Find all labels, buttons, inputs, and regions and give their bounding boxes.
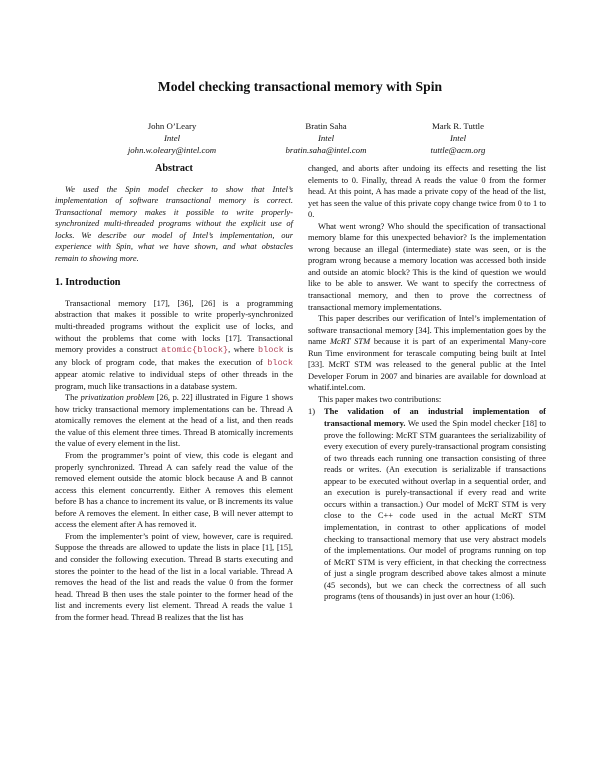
- abstract-heading: Abstract: [155, 163, 193, 174]
- contribution-list-item-1: [308, 406, 546, 602]
- author-affiliation: Intel: [163, 132, 181, 143]
- section-heading-introduction: 1. Introduction: [55, 277, 121, 289]
- author-3: [398, 121, 518, 157]
- right-paragraph-3: [308, 313, 546, 394]
- author-email: john.w.oleary@intel.com: [127, 144, 217, 155]
- text-run: appear atomic relative to individual steps of other threads in the program, much like transactions in a database system.: [55, 369, 293, 391]
- intro-paragraph-1: [55, 298, 293, 392]
- text-run: is any block of program code, that makes the execution of: [55, 344, 293, 367]
- code-atomic-block: atomic{block}: [161, 345, 229, 356]
- author-affiliation: Intel: [317, 132, 335, 143]
- list-number: 1): [308, 406, 316, 417]
- abstract-text: We used the Spin model checker to show that Intel’s implementation of software transactional memory is correct. Transactional memory makes it possible to write properly-synchronized multi-threaded programs without the explicit use of locks. We describe our model of Intel’s implementation, our experience with Spin, what we have shown, and what obstacles remain to showing more.: [55, 183, 293, 263]
- contribution-lead: The validation of an industrial implementation of transactional memory.: [324, 406, 546, 429]
- code-block: block: [257, 345, 284, 356]
- author-name: Mark R. Tuttle: [431, 121, 485, 131]
- right-paragraph-4: This paper makes two contributions:: [318, 393, 442, 404]
- author-affiliation: Intel: [449, 132, 467, 143]
- author-email: tuttle@acm.org: [430, 144, 486, 155]
- right-column: [308, 163, 546, 603]
- intro-paragraph-4: From the implementer’s point of view, however, care is required. Suppose the threads are allowed to update the lists in place [1], [15], and consider the following execution. Thread B starts executing and stores the pointer to the head of the list in a local variable. Thread A removes the head of the list and reads the value 0 from the former head. Thread B then uses the stale pointer to the former head of the list and increments every list element. Thread A reads the value 1 from the former head. Thread B realizes that the list has: [55, 530, 293, 622]
- text-run: , where: [228, 344, 258, 355]
- paper-title: Model checking transactional memory with Spin: [157, 79, 443, 94]
- intro-paragraph-2: [55, 392, 293, 450]
- emphasis-mcrt-stm: McRT STM: [329, 336, 371, 347]
- contribution-body: We used the Spin model checker [18] to prove the following: McRT STM guarantees the serializability of every execution of every purely-transactional program consisting of two threads each running one transaction consisting of three reads or writes. (An execution is serializable if transactions appear to be executed without overlap in a sequential order, and an execution is purely-transactional if every read and write occurs within a transaction.) Our model of McRT STM is very close to the C++ code used in the actual McRT STM implementation, in contrast to other applications of model checking to transactional memory that use very abstract models of the implementations. Our model of programs running on top of McRT STM is very efficient, in that checking the correctness of just a single program described above takes almost a minute (45 seconds), but we can check the correctness of all such programs (tens of thousands) in just over an hour (1:06).: [324, 418, 546, 602]
- code-block: block: [267, 357, 293, 368]
- right-paragraph-2: What went wrong? Who should the specification of transactional memory blame for this unexpected behavior? Is the implementation wrong because an illegal (intermediate) state was seen, or is the program wrong because a memory location was accessed both inside and outside an atomic block? This is the kind of question we would like to be able to answer. We want to specify the correctness of transactional memory, and then to prove the correctness of transactional memory implementations.: [308, 220, 546, 312]
- author-name: John O’Leary: [147, 121, 197, 131]
- intro-paragraph-3: From the programmer’s point of view, this code is elegant and properly synchronized. Thread A can safely read the value of the removed element outside the atomic block because A and B cannot access this element concurrently. Either A removes this element before B has a chance to increment its value, or B increments its value before A removes the element. In either case, B will never attempt to access the element after A has removed it.: [55, 450, 293, 530]
- text-run: This paper describes our verification of Intel’s implementation of software transactional memory [34]. This implementation goes by the name: [308, 313, 546, 347]
- author-name: Bratin Saha: [305, 121, 347, 131]
- contribution-text: [324, 406, 546, 602]
- text-run: The: [65, 392, 81, 403]
- author-1: [112, 121, 232, 157]
- text-run: because it is part of an experimental Many-core Run Time environment for terascale computing being built at Intel [33]. McRT STM was released to the general public at the Intel Developer Forum in 2007 and binaries are available for download at whatif.intel.com.: [308, 336, 546, 393]
- author-2: [266, 121, 386, 157]
- left-column: [55, 163, 293, 623]
- text-run: Transactional memory [17], [36], [26] is a programming abstraction that makes it possible to write properly-synchronized multi-threaded programs without the explicit use of locks, and without the problems that come with locks [17]. Transactional memory provides a construct: [55, 297, 293, 355]
- right-paragraph-1: changed, and aborts after undoing its effects and resetting the list elements to 0. Finally, thread A reads the value 0 from the former head. At this point, A has made a private copy of the head of the list, yet has seen the value of this private copy change twice from 0 to 1 to 0.: [308, 163, 546, 220]
- author-email: bratin.saha@intel.com: [285, 144, 367, 155]
- emphasis-privatization-problem: privatization problem: [80, 392, 155, 403]
- text-run: [26, p. 22] illustrated in Figure 1 shows how tricky transactional memory implementations can be. Thread A atomically removes the element at the head of a list, and then reads the value of this element three times. Thread B atomically increments the value of every element in the list.: [55, 392, 293, 449]
